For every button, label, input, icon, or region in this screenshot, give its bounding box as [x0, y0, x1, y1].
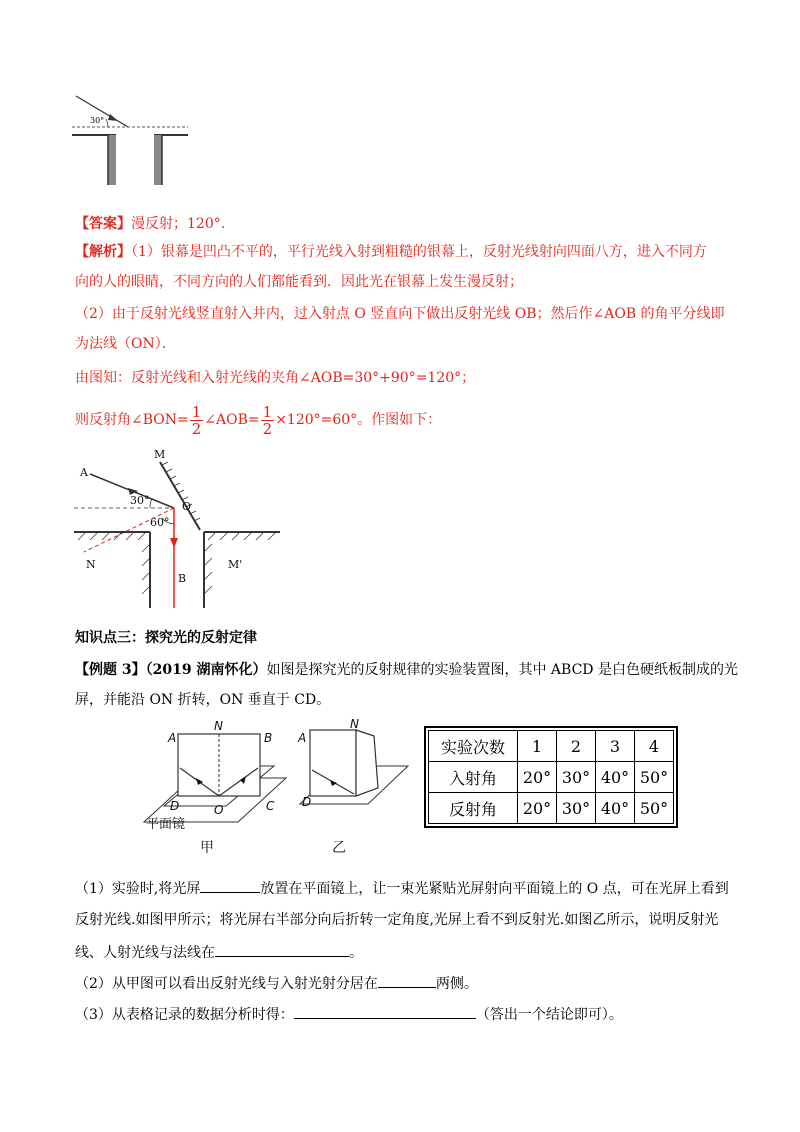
- analysis-p3: 由图知：反射光线和入射光线的夹角∠AOB=30°+90°=120°；: [75, 370, 476, 386]
- fig-jia-label: 甲: [200, 840, 214, 856]
- app-label-N: N: [214, 719, 223, 733]
- table-cell: 3: [596, 731, 635, 762]
- question-2: [75, 973, 478, 994]
- blank-4[interactable]: [294, 1004, 476, 1019]
- section-title: 知识点三：探究光的反射定律: [75, 630, 257, 646]
- answer-label: 【答案】: [75, 216, 131, 232]
- q1a-post: 放置在平面镜上，让一束光紧贴光屏射向平面镜上的 O 点，可在光屏上看到: [260, 881, 729, 897]
- table-row: [429, 731, 674, 762]
- figure-apparatus: [140, 718, 420, 858]
- angle-label: 30°: [90, 116, 105, 125]
- analysis-text: （1）银幕是凹凸不平的，平行光线入射到粗糙的银幕上，反射光线射向四面八方，进入不同方: [131, 244, 707, 260]
- table-row: [429, 762, 674, 793]
- figure-well-small: [70, 92, 190, 188]
- table-cell: 20°: [518, 762, 557, 793]
- table-row-header: 反射角: [429, 793, 518, 824]
- app-label-O: O: [214, 803, 224, 817]
- app-label-D: D: [170, 799, 180, 813]
- label-A: A: [80, 466, 88, 479]
- label-M2: M': [228, 558, 243, 571]
- table-cell: 50°: [635, 793, 674, 824]
- fig-yi-label: 乙: [332, 840, 346, 856]
- app-label-B: B: [264, 731, 273, 745]
- frac-den: 2: [191, 419, 202, 438]
- question-3: [75, 1004, 623, 1025]
- p4-mid: ∠AOB=: [204, 412, 260, 428]
- analysis-p4: [75, 402, 441, 438]
- q1c-post: 。: [349, 945, 363, 961]
- example-label: 【例题 3】: [75, 662, 146, 678]
- data-table-wrapper: [428, 730, 674, 824]
- table-row: [429, 793, 674, 824]
- figure-solution: [70, 440, 310, 610]
- table-cell: 1: [518, 731, 557, 762]
- app2-label-D: D: [302, 795, 312, 809]
- blank-2[interactable]: [215, 942, 349, 957]
- table-cell: 4: [635, 731, 674, 762]
- fraction-half-2: [261, 404, 275, 437]
- table-cell: 2: [557, 731, 596, 762]
- app2-label-A: A: [298, 731, 307, 745]
- mirror-label: 平面镜: [146, 817, 186, 832]
- frac-num-2: 1: [262, 402, 273, 421]
- question-1b: 反射光线.如图甲所示；将光屏右半部分向后折转一定角度,光屏上看不到反射光.如图乙所示，说明反射光: [75, 912, 719, 928]
- q2-post: 两侧。: [435, 976, 478, 992]
- answer-line: [75, 214, 225, 234]
- data-table: [428, 730, 674, 824]
- table-cell: 40°: [596, 762, 635, 793]
- q1c-pre: 线、人射光线与法线在: [75, 945, 215, 961]
- frac-num: 1: [191, 402, 202, 421]
- blank-1[interactable]: [200, 878, 260, 893]
- q3-pre: （3）从表格记录的数据分析时得：: [75, 1007, 294, 1023]
- question-1c: [75, 942, 363, 963]
- label-60: 60°: [150, 516, 170, 529]
- blank-3[interactable]: [378, 973, 436, 988]
- label-N: N: [86, 558, 96, 571]
- label-30: 30°: [130, 494, 150, 507]
- p4-pre: 则反射角∠BON=: [75, 412, 189, 428]
- table-cell: 20°: [518, 793, 557, 824]
- app-label-A: A: [168, 731, 177, 745]
- analysis-label: 【解析】: [75, 244, 131, 260]
- table-cell: 50°: [635, 762, 674, 793]
- table-cell: 30°: [557, 762, 596, 793]
- q3-post: （答出一个结论即可）。: [475, 1007, 623, 1023]
- example-source: （2019 湖南怀化）: [145, 662, 267, 678]
- question-1a: [75, 878, 729, 899]
- label-B: B: [178, 572, 187, 585]
- example-line-b: 屏，并能沿 ON 折转，ON 垂直于 CD。: [75, 692, 331, 708]
- label-O: O: [182, 500, 192, 513]
- fraction-half: [190, 404, 204, 437]
- analysis-p1b: 向的人的眼睛，不同方向的人们都能看到．因此光在银幕上发生漫反射；: [75, 274, 523, 290]
- app-label-C: C: [266, 799, 275, 813]
- table-row-header: 入射角: [429, 762, 518, 793]
- q1a-pre: （1）实验时,将光屏: [75, 881, 201, 897]
- q2-pre: （2）从甲图可以看出反射光线与入射光射分居在: [75, 976, 378, 992]
- frac-den-2: 2: [262, 419, 273, 438]
- example-text-a: 如图是探究光的反射规律的实验装置图，其中 ABCD 是白色硬纸板制成的光: [266, 662, 738, 678]
- analysis-p2a: （2）由于反射光线竖直射入井内，过入射点 O 竖直向下做出反射光线 OB；然后作∠AOB 的角平分线即: [75, 306, 725, 322]
- label-M: M: [154, 448, 166, 461]
- analysis-p1a: [75, 242, 707, 262]
- p4-post: ×120°=60°。作图如下：: [275, 412, 442, 428]
- analysis-p2b: 为法线（ON）．: [75, 336, 176, 352]
- table-cell: 40°: [596, 793, 635, 824]
- app2-label-N: N: [350, 718, 359, 731]
- answer-text: 漫反射；120°.: [131, 216, 226, 232]
- table-row-header: 实验次数: [429, 731, 518, 762]
- example-line-a: [75, 660, 738, 680]
- table-cell: 30°: [557, 793, 596, 824]
